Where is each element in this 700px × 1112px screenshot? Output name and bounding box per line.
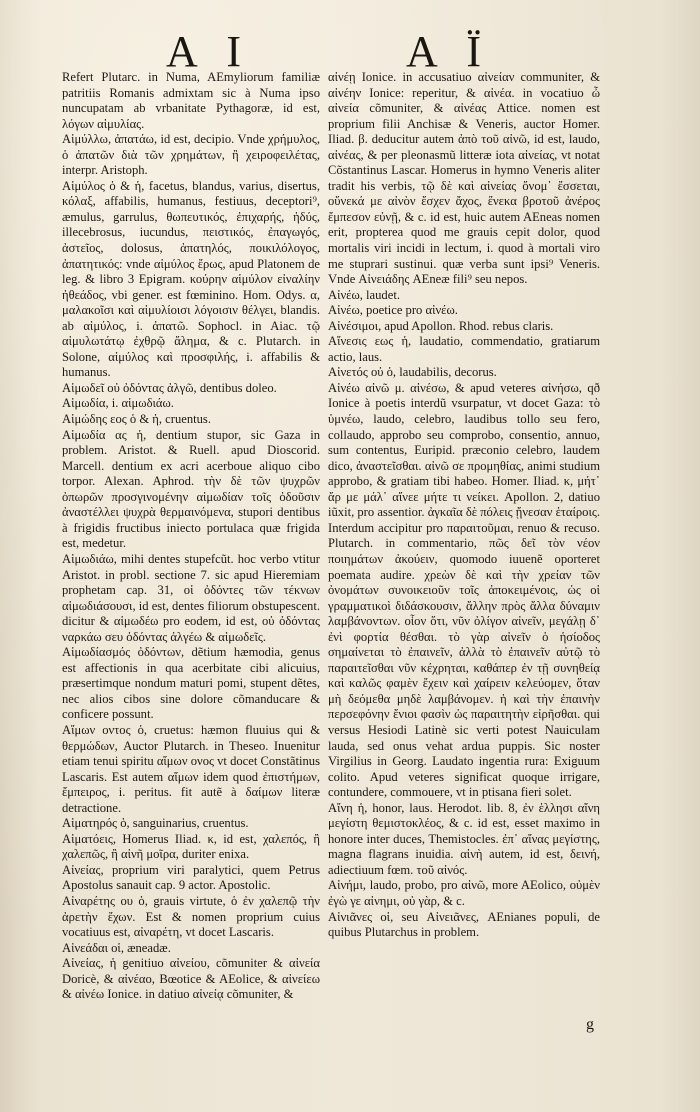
dictionary-entry: Αἰνέσιμοι, apud Apollon. Rhod. rebus claris. — [328, 318, 554, 333]
dictionary-entry: Αἰνετός οὐ ὁ, laudabilis, decorus. — [328, 365, 497, 380]
dictionary-entry: Αἰνήμι, laudo, probo, pro αἰνῶ, more AEolico, οὐμὲν ἐγὼ γε αἰνημι, οὐ γὰρ, & c. — [328, 878, 600, 908]
running-head-left: A I — [166, 27, 251, 76]
signature-mark: g — [586, 1016, 594, 1033]
running-head-right: A Ï — [406, 27, 491, 76]
dictionary-entry: Αἱμύλλω, ἀπατάω, id est, decipio. Vnde χρήμυλος, ὁ ἀπατῶν διὰ τῶν χρημάτων, ἢ χειροφειλέτας, interpr. Aristoph. — [62, 132, 320, 178]
dictionary-entry: Αἱμωδία ας ἡ, dentium stupor, sic Gaza in problem. Aristot. & Ruell. apud Dioscorid. Marcell. dentium ex acri acerboue aliquo cibo torpor. Alexan. Aphrod. τὴν δὲ τῶν ψυχρῶν ὀπωρῶν προσγινομένην αἱμωδίαν τοῖς ὀδοῦσιν ἀναστέλλει ψυχρὰ θερμαινόμενα, stupori dentibus à frigidis fructibus iniecto portulaca quæ frigida est, medetur. — [62, 427, 320, 551]
dictionary-entry: αἰνέῃ Ionice. in accusatiuo αἰνείαν communiter, & αἰνέην Ionice: reperitur, & αἰνέα. in vocatiuo ὦ αἰνεία cõmuniter, & αἰνέας Attice. nomen est proprium filii Anchisæ & Veneris, auctor Homer. Iliad. β. deducitur autem ἀπὸ τοῦ αἰνῶ, id est, laudo, αἰνέας, & per pleonasmũ litteræ iota αἰνείας, vt notat Cõstantinus Lascar. Homerus in hymno Veneris aliter tradit his verbis, τῷ δὲ καὶ αἰνείας ὄνομ᾽ ἔσσεται, οὕνεκά με αἰνὸν ἔσχεν ἄχος, ἕνεκα βροτοῦ ἀνέρος ἔμπεσον εὐνῇ, & c. id est, huic autem AEneas nomen erit, propterea quod me grauis cepit dolor, quod mortalis viri incidi in lectum, i. quod à mortali viro me stuprari sustinui. quæ verba sunt ipsi⁹ Veneris. Vnde Αἰνειάδης AEneæ fili⁹ seu nepos. — [328, 70, 600, 287]
dictionary-entry: Αἰνέω αἰνῶ μ. αἰνέσω, & apud veteres αἰνήσω, qð Ionice à poetis interdũ vsurpatur, vt docet Gaza: τὸ ὑμνέω, laudo, celebro, laudibus tollo seu fero, collaudo, approbo seu comprobo, consentio, annuo, sum contentus, Euripid. præconio celebro, laudem dico, ἀναστεῖσθαι. αἰνῶ σε προμηθίας, animi studium approbo, & gratiam tibi habeo. Homer. Iliad. κ, μήτ᾽ ἄρ με μάλ᾽ αἴνεε μήτε τι νείκει. Apollon. 2, datiuo iũxit, pro assentior. ἀγκαῖα δὲ πόλεις ᾔνεσαν ἑταίροις. Interdum accipitur pro παραιτοῦμαι, renuo & recuso. Plutarch. in commentario, πῶς δεῖ τὸν νέον ποιημάτων ἀκούειν, quomodo iuuenẽ oporteret poemata audire. χρεὼν δὲ καὶ τὴν χρείαν τῶν ὀνομάτων συνοικειοῦν τοῖς ἀποκειμένοις, ὡς οἱ γραμματικοὶ διδάσκουσιν, ἄλλην πρὸς ἄλλα δύναμιν λαμβάνοντων. οἷον ὅτι, νῦν ὀλίγον αἰνεῖν, μεγάλῃ δ᾽ ἐνὶ φορτία θέσθαι. τὸ γὰρ αἰνεῖν ὁ ἡσίοδος σημαίνεται τὸ ἐπαινεῖν, ἀλλὰ τὸ ἐπαινεῖν αὐτῷ τὸ παραιτεῖσθαι νῦν κέχρηται, καθάπερ ἐν τῇ συνηθείᾳ καὶ καλῶς φαμὲν ἔχειν καὶ χαίρειν κελεύομεν, ὅταν μὴ δεόμεθα μηδὲ λαμβάνομεν. ἡ καὶ τὴν ἐπαινὴν περσεφόνην ἔνιοι φασὶν ὡς παραιτητὴν εἰρῆσθαι. qui versus Hesiodi Latinè sic verti potest Nauiculam lauda, sed onus vehat ardua puppis. Sic noster Virgilius in Georg. Laudato ingentia rura: Exiguum colito. Apud veteres significat quoque irrigare, contundere, commouere, vt in ptisana fieri solet. — [328, 380, 601, 800]
dictionary-entry: Αἰναρέτης ου ὁ, grauis virtute, ὁ ἐν χαλεπῷ τὴν ἀρετὴν ἔχων. Est & nomen proprium cuius vocatiuus est, αἰναρέτη, vt docet Lascaris. — [62, 893, 320, 940]
dictionary-entry: Αἵμων οντος ὁ, cruetus: hæmon fluuius qui & θερμώδων, Auctor Plutarch. in Theseo. Inuenitur etiam tenui spiritu αἵμων ονος vt docet Constãtinus Lascaris. Est autem αἵμων idem quod ἐπιστήμων, ἔμπειρος, i. peritus. fit autẽ à δαίμων literæ detractione. — [62, 722, 320, 815]
left-text-column — [62, 70, 320, 1003]
dictionary-entry: Αἴνεσις εως ἡ, laudatio, commendatio, gratiarum actio, laus. — [328, 334, 600, 364]
dictionary-entry: Αἴνη ἡ, honor, laus. Herodot. lib. 8, ἐν ἑλλησι αἴνη μεγίστη θεμιστοκλέος, & c. id est, esset maximo in honore inter duces, Themistocles. ἐπ᾽ αἴνας μεγίστης, magna flagrans inuidia. αἰνὴ autem, id est, δεινή, adiectiuum fœm. τοῦ αἰνός. — [328, 800, 600, 877]
dictionary-entry: Αἱμώδης εος ὁ & ἡ, cruentus. — [62, 412, 211, 427]
dictionary-entry: Αἱμωδίασμός ὀδόντων, dẽtium hæmodia, genus est affectionis in qua acerbitate cibi alicuius, præsertimque nondum maturi pomi, stupent dẽtes, nec alios cibos sine dolore cõmanducare & conficere possunt. — [62, 645, 320, 722]
dictionary-entry: Αἰνέω, laudet. — [328, 287, 400, 302]
dictionary-entry: Αἱμύλος ὁ & ἡ, facetus, blandus, varius, disertus, κόλαξ, affabilis, humanus, festiuus, deceptori⁹, æmulus, garrulus, θωπευτικός, ἐπιχαρής, ἡδύς, illecebrosus, iucundus, πειστικός, ἐπαγωγός, ἀστεῖος, dolosus, ἀπατηλός, ποικιλόλογος, ἀπατητικός: vnde αἱμύλος ἔρως, apud Platonem de leg. & libro 3 Epigram. κούρην αἱμύλον εἰναλίην ἠθεάδος, vbi gener. est fœminino. Hom. Odys. α, μαλακοῖσι καὶ αἱμυλίοισι λόγοισιν θέλγει, blandis. ab αἱμύλος, i. ἀπατῶ. Sophocl. in Aiac. τῷ αἱμυλωτάτῳ ἐχθρῷ ἄλημα, & c. Plutarch. in Solone, αἱμύλος καὶ προσφιλής, i. affabilis & humanus. — [62, 178, 320, 380]
dictionary-entry: Refert Plutarc. in Numa, AEmyliorum familiæ patritiis Romanis admixtam sic à Numa ipso nuncupatam ab vrbanitate Pythagoræ, id est, λόγων αἱμυλίας. — [62, 70, 320, 131]
dictionary-entry: Αἱμωδιάω, mihi dentes stupefcũt. hoc verbo vtitur Aristot. in probl. sectione 7. sic apud Hieremiam prophetam cap. 31, οἱ ὀδόντες τῶν τέκνων αἱμωδιάσουσι, id est, dentes filiorum obstupescent. dicitur & αἱμωδέω pro eodem, id est, οὐ ὀδόντας ναρκάω σευ ὀδόντας ἀλγέω & αἱμωδεῖς. — [62, 551, 320, 644]
right-text-column — [328, 70, 600, 941]
dictionary-entry: Αἱμωδεῖ οὐ ὀδόντας ἀλγῶ, dentibus doleo. — [62, 380, 277, 395]
dictionary-entry: Αἰνείας, ἡ genitiuo αἰνείου, cõmuniter & αἰνεία Doricè, & αἰνέαο, Bœotice & AEolice, & αἰνείεω & αἰνέω Ionice. in datiuo αἰνείᾳ cõmuniter, & — [62, 956, 320, 1002]
dictionary-entry: Αἱματηρός ὁ, sanguinarius, cruentus. — [62, 816, 249, 831]
dictionary-entry: Αἰνιᾶνες οἱ, seu Αἰνειᾶνες, AEnianes populi, de quibus Plutarchus in problem. — [328, 909, 600, 940]
dictionary-entry: Αἱματόεις, Homerus Iliad. κ, id est, χαλεπός, ἢ χαλεπῶς, ἢ αἰνῆ μοῖρα, duriter enixa. — [62, 831, 320, 862]
dictionary-entry: Αἰνέω, poetice pro αἰνέω. — [328, 303, 458, 318]
dictionary-entry: Αἰνεάδαι οἱ, æneadæ. — [62, 940, 171, 955]
dictionary-entry: Αἱμωδία, i. αἱμωδιάω. — [62, 396, 174, 411]
dictionary-entry: Αἰνείας, proprium viri paralytici, quem Petrus Apostolus sanauit cap. 9 actor. Apostolic. — [62, 862, 320, 893]
